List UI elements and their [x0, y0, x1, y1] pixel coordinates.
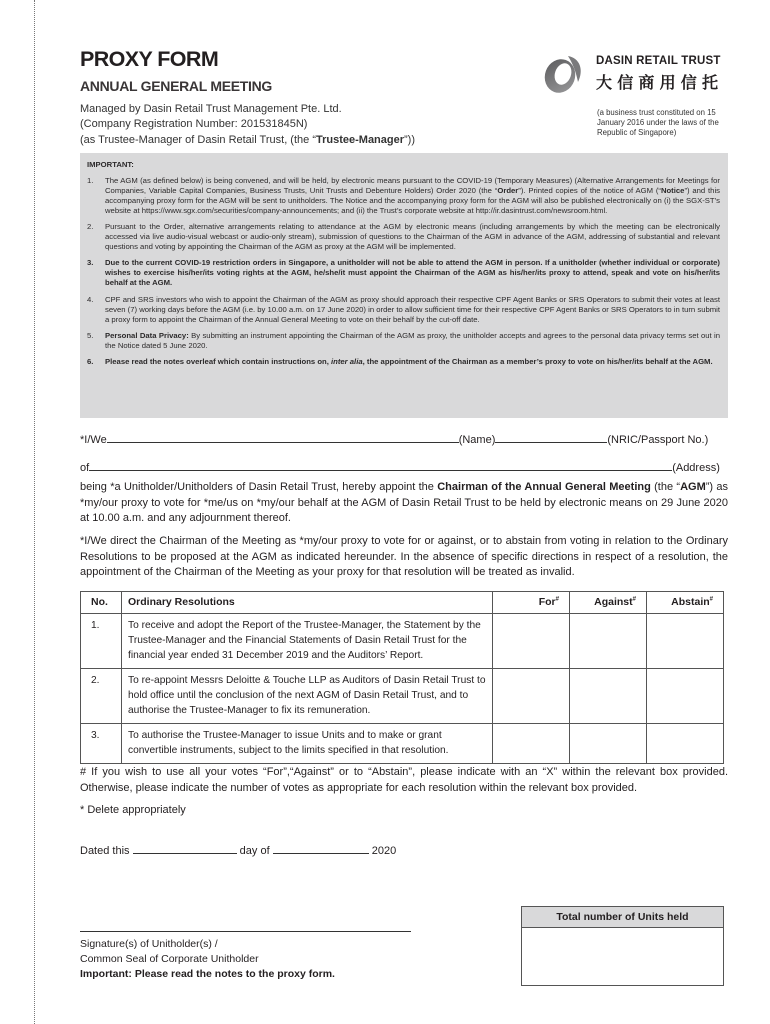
dated-label: Dated this	[80, 845, 130, 857]
col-abstain-mark: #	[709, 596, 713, 603]
item-text	[105, 357, 720, 367]
item-text-part: , the appointment of the Chairman as a member’s proxy to vote on his/her/its behalf at the AGM.	[362, 356, 713, 366]
dated-year: 2020	[371, 845, 397, 857]
total-units-box	[521, 906, 724, 986]
important-item	[87, 331, 720, 351]
item-number: 3.	[87, 258, 94, 268]
signature-label-2: Common Seal of Corporate Unitholder	[80, 953, 259, 965]
item-number: 5.	[87, 330, 94, 340]
col-abstain-label: Abstain	[671, 596, 710, 608]
votes-instruction: # If you wish to use all your votes “For”,“Against” or to “Abstain”, please indicate with an “X” within the relevant box provided. Otherwise, please indicate the number of votes as appropriate for each resolution within the relevant box provided.	[80, 766, 728, 794]
appoint-chairman: Chairman of the Annual General Meeting	[437, 481, 651, 493]
important-item	[87, 295, 720, 325]
table-row	[81, 669, 724, 724]
col-against-label: Against	[594, 596, 633, 608]
item-text: Pursuant to the Order, alternative arrangements relating to attendance at the AGM by electronic means (including arrangements by which the meeting can be electronically accessed via live audio-visual webcast or audio-only stream), submission of questions to the Chairman of the AGM in advance of the AGM, addressing of substantial and relevant questions and voting by appointing the Chairman of the AGM as proxy at the AGM will be implemented.	[105, 222, 720, 252]
vote-for-box[interactable]	[493, 669, 570, 724]
table-header-row	[81, 592, 724, 614]
item-text	[105, 176, 720, 216]
col-for-mark: #	[555, 596, 559, 603]
item-bold-term: Notice	[660, 186, 685, 196]
signature-line[interactable]	[80, 931, 411, 932]
item-text-part: The AGM (as defined below) is being convened, and will be held, by electronic means pursuant to the COVID-19 (Temporary Measures) (Alternative Arrangements for Meetings for Companies, Variable Capital Companies, Business Trusts, Unit Trusts and Debenture Holders) Order 2020 (the “	[105, 176, 720, 196]
item-number: 2.	[87, 222, 94, 232]
manager-line-3-bold: Trustee-Manager	[315, 133, 405, 146]
resolution-text: To authorise the Trustee-Manager to issue Units and to make or grant convertible instruments, subject to the limits specified in that resolution.	[122, 724, 493, 764]
vote-abstain-box[interactable]	[647, 614, 724, 669]
manager-line-3-post: ”))	[404, 133, 416, 146]
appoint-text: being *a Unitholder/Unitholders of Dasin Retail Trust, hereby appoint the	[80, 481, 438, 493]
vote-for-box[interactable]	[493, 614, 570, 669]
vote-against-box[interactable]	[570, 724, 647, 764]
col-against-mark: #	[632, 596, 636, 603]
item-text	[105, 331, 720, 351]
nric-field[interactable]	[495, 432, 607, 443]
delete-note: * Delete appropriately	[80, 804, 186, 816]
item-number: 1.	[87, 176, 94, 186]
item-text-part: Please read the notes overleaf which contain instructions on,	[105, 356, 331, 366]
nric-label: (NRIC/Passport No.)	[607, 434, 709, 446]
manager-line-1: Managed by Dasin Retail Trust Management Pte. Ltd.	[80, 103, 342, 115]
item-text: Due to the current COVID-19 restriction orders in Singapore, a unitholder will not be able to attend the AGM in person. If a unitholder (whether individual or corporate) wishes to exercise his/her/its voting rights at the AGM, he/she/it must appoint the Chairman of the AGM as his/her/its proxy to attend, speak and vote on his/her/its behalf at the AGM.	[105, 258, 720, 288]
vote-abstain-box[interactable]	[647, 724, 724, 764]
vote-for-box[interactable]	[493, 724, 570, 764]
resolutions-table	[80, 591, 724, 764]
manager-info	[80, 102, 415, 148]
dated-day-field[interactable]	[133, 843, 237, 854]
important-item	[87, 222, 720, 252]
important-notice-box	[80, 153, 728, 418]
dated-month-field[interactable]	[273, 843, 369, 854]
col-resolutions: Ordinary Resolutions	[122, 592, 493, 614]
item-text-part: By submitting an instrument appointing the Chairman of the AGM as proxy, the unitholder accepts and agrees to the personal data privacy terms set out in the Notice dated 5 June 2020.	[105, 330, 720, 350]
total-units-header: Total number of Units held	[522, 907, 723, 928]
col-for	[493, 592, 570, 614]
address-label: (Address)	[672, 462, 720, 474]
resolution-number: 2.	[81, 669, 122, 724]
item-italic-term: inter alia	[330, 356, 363, 366]
item-text-part: ”). Printed copies of the notice of AGM (“	[518, 186, 661, 196]
resolution-text: To receive and adopt the Report of the Trustee-Manager, the Statement by the Trustee-Manager and the Financial Statements of Dasin Retail Trust for the financial year ended 31 December 2019 and the Auditors’ Report.	[122, 614, 493, 669]
dasin-logo-mark-icon	[540, 52, 584, 96]
name-field[interactable]	[107, 432, 459, 443]
proxy-form-page	[80, 0, 728, 980]
item-text: CPF and SRS investors who wish to appoint the Chairman of the AGM as proxy should approach their respective CPF Agent Banks or SRS Operators to submit their votes at least seven (7) working days before the AGM (i.e. by 10.00 a.m. on 17 June 2020) in order to allow sufficient time for their respective CPF Agent Banks or SRS Operators to in turn submit a proxy form to appoint the Chairman of the Annual General Meeting to vote on their behalf by the cut-off date.	[105, 294, 720, 324]
page-subtitle: ANNUAL GENERAL MEETING	[80, 78, 273, 94]
appoint-text: ”) as *my/our proxy to vote for *me/us on *my/our behalf at the AGM of Dasin Retail Trust to be held by electronic means on 29 June 2020 at 10.00 a.m. and any adjournment thereof.	[80, 481, 728, 524]
signature-important-note: Important: Please read the notes to the proxy form.	[80, 968, 335, 980]
resolution-number: 3.	[81, 724, 122, 764]
vote-abstain-box[interactable]	[647, 669, 724, 724]
iwe-label: *I/We	[80, 434, 107, 446]
resolution-number: 1.	[81, 614, 122, 669]
important-title: IMPORTANT:	[87, 160, 134, 169]
trust-constitution-note: (a business trust constituted on 15 January 2016 under the laws of the Republic of Singapore)	[597, 108, 719, 138]
address-row	[80, 460, 728, 474]
table-row	[81, 614, 724, 669]
perforation-line	[34, 0, 35, 1024]
vote-against-box[interactable]	[570, 614, 647, 669]
resolution-text: To re-appoint Messrs Deloitte & Touche LLP as Auditors of Dasin Retail Trust to hold office until the conclusion of the next AGM of Dasin Retail Trust, and to authorise the Trustee-Manager to fix its remuneration.	[122, 669, 493, 724]
dasin-logo	[540, 52, 730, 100]
vote-against-box[interactable]	[570, 669, 647, 724]
logo-text-chinese: 大信商用信托	[596, 75, 724, 92]
col-against	[570, 592, 647, 614]
item-bold-term: Order	[497, 186, 519, 196]
total-units-field[interactable]	[522, 928, 723, 986]
manager-line-3	[80, 133, 415, 148]
dated-row	[80, 843, 728, 857]
name-label: (Name)	[458, 434, 496, 446]
page-title: PROXY FORM	[80, 47, 219, 71]
manager-line-3-pre: (as Trustee-Manager of Dasin Retail Trust, (the “	[80, 133, 316, 146]
appoint-agm: AGM	[680, 481, 706, 493]
col-abstain	[647, 592, 724, 614]
appoint-text: (the “	[650, 481, 681, 493]
item-bold-term: Personal Data Privacy:	[105, 330, 189, 340]
important-item	[87, 176, 720, 216]
form-header	[80, 0, 728, 152]
direction-paragraph: *I/We direct the Chairman of the Meeting as *my/our proxy to vote for or against, or to abstain from voting in relation to the Ordinary Resolutions to be proposed at the AGM as indicated hereunder. In the absence of specific directions in respect of a resolution, the appointment of the Chairman of the Meeting as your proxy for that resolution will be treated as invalid.	[80, 535, 728, 578]
item-text-part: ”) and this accompanying proxy form for the AGM will be sent to unitholders. The Notice and the accompanying proxy form for the AGM will also be published electronically on (i) the SGX-ST’s website at https://www.sgx.com/securities/company-announcements; and (ii) the Trust’s corporate website at http://ir.dasintrust.com/newsroom.html.	[105, 186, 720, 216]
appointment-paragraph	[80, 480, 728, 527]
col-for-label: For	[538, 596, 556, 608]
signature-caption	[80, 937, 335, 982]
signature-label-1: Signature(s) of Unitholder(s) /	[80, 938, 218, 950]
day-of-label: day of	[239, 845, 270, 857]
logo-text-english: DASIN RETAIL TRUST	[596, 55, 721, 67]
manager-line-2: (Company Registration Number: 201531845N)	[80, 118, 308, 131]
important-item	[87, 258, 720, 288]
of-label: of	[80, 462, 90, 474]
item-number: 4.	[87, 294, 94, 304]
col-no: No.	[81, 592, 122, 614]
important-item	[87, 357, 720, 367]
item-number: 6.	[87, 356, 94, 366]
address-field[interactable]	[89, 460, 672, 471]
table-row	[81, 724, 724, 764]
name-row	[80, 432, 728, 446]
